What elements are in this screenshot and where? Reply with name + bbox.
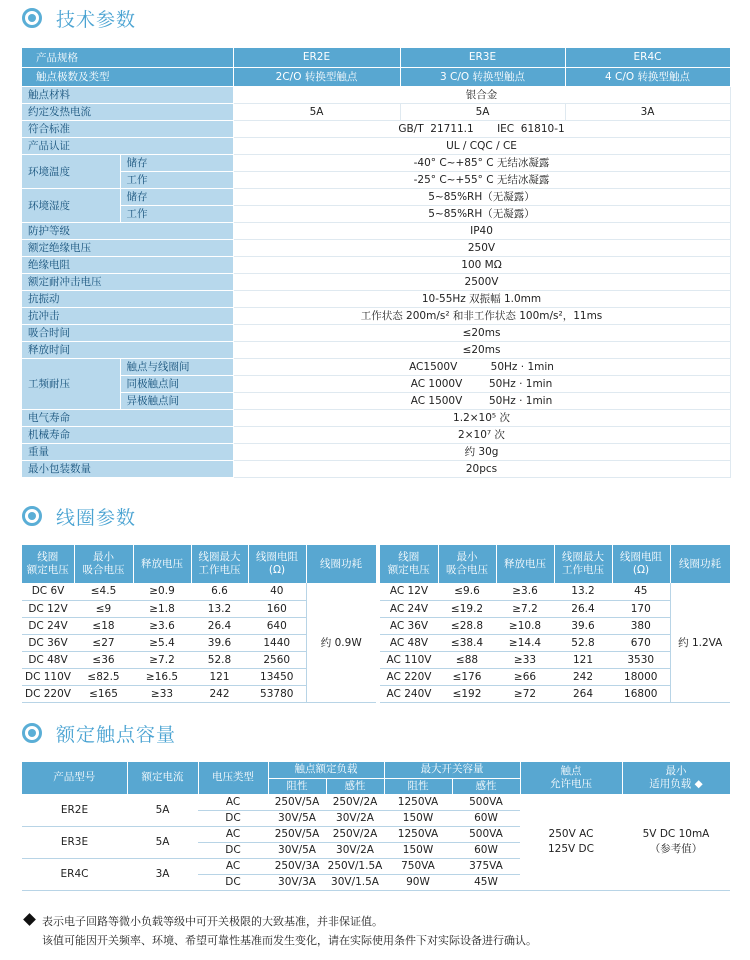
table-cell: 3530 [612, 651, 670, 668]
spec-value: AC 1500V 50Hz · 1min [233, 392, 730, 409]
table-cell: AC 240V [380, 685, 438, 702]
spec-label: 释放时间 [22, 341, 233, 358]
table-cell: AC 48V [380, 634, 438, 651]
spec-value: 银合金 [233, 86, 730, 103]
table-cell: AC [198, 858, 268, 874]
table-cell: ≥33 [133, 685, 191, 702]
header-resistive: 阻性 [384, 778, 452, 794]
table-row [380, 583, 730, 600]
coil-ac-header-row [380, 545, 730, 583]
table-cell: 670 [612, 634, 670, 651]
spec-label: 电气寿命 [22, 409, 233, 426]
table-cell: 500VA [452, 794, 520, 810]
table-cell: ≥14.4 [496, 634, 554, 651]
coil-power: 约 1.2VA [670, 583, 730, 702]
capacity-header-row [22, 762, 730, 778]
table-cell: 53780 [248, 685, 306, 702]
table-cell: 250V/3A [268, 858, 326, 874]
spec-row [22, 290, 730, 307]
table-cell: 250V/1.5A [327, 860, 383, 872]
spec-row [22, 273, 730, 290]
table-cell: 1250VA [384, 826, 452, 842]
spec-label: 抗冲击 [22, 307, 233, 324]
table-cell: 250V/5A [268, 826, 326, 842]
spec-sublabel: 异极触点间 [120, 392, 233, 409]
spec-row [22, 341, 730, 358]
contact-type: 2C/O 转换型触点 [233, 67, 400, 86]
table-cell: AC 12V [380, 583, 438, 600]
table-cell: 250V/2A [326, 826, 384, 842]
table-cell: 18000 [612, 668, 670, 685]
coil-header: 释放电压 [496, 545, 554, 583]
spec-row [22, 426, 730, 443]
header-model: 产品型号 [22, 762, 127, 794]
spec-sublabel: 同极触点间 [120, 375, 233, 392]
table-cell: 750VA [384, 858, 452, 874]
table-cell: 26.4 [554, 600, 612, 617]
header-current: 额定电流 [127, 762, 198, 794]
coil-header: 线圈功耗 [670, 545, 730, 583]
header-allow-voltage: 触点 允许电压 [520, 762, 622, 794]
table-cell: 13.2 [191, 600, 248, 617]
spec-sublabel: 工作 [120, 171, 233, 188]
table-cell: ≤82.5 [74, 668, 133, 685]
coil-header: 线圈最大 工作电压 [191, 545, 248, 583]
table-cell: DC 36V [22, 634, 74, 651]
spec-sublabel: 储存 [120, 188, 233, 205]
spec-row [22, 443, 730, 460]
spec-sublabel: 工作 [120, 205, 233, 222]
table-cell: 2560 [248, 651, 306, 668]
spec-label: 防护等级 [22, 222, 233, 239]
spec-value: 5~85%RH（无凝露） [233, 205, 730, 222]
table-cell: ≤19.2 [438, 600, 496, 617]
spec-value: ≤20ms [233, 324, 730, 341]
table-cell: ≥7.2 [133, 651, 191, 668]
spec-row [22, 205, 730, 222]
min-load-cell: 5V DC 10mA （参考值） [622, 794, 730, 890]
table-cell: 40 [248, 583, 306, 600]
spec-label: 约定发热电流 [22, 103, 233, 120]
spec-value: 2500V [233, 273, 730, 290]
spec-label: 抗振动 [22, 290, 233, 307]
table-cell: ≤9.6 [438, 583, 496, 600]
table-cell: DC 6V [22, 583, 74, 600]
spec-label: 环境湿度 [22, 188, 120, 222]
coil-header: 最小 吸合电压 [438, 545, 496, 583]
header-inductive: 感性 [452, 778, 520, 794]
model-er2e: ER2E [233, 48, 400, 67]
table-cell: 39.6 [554, 617, 612, 634]
spec-header-row [22, 48, 730, 67]
table-cell: 16800 [612, 685, 670, 702]
spec-label: 最小包装数量 [22, 460, 233, 477]
table-cell: ≤36 [74, 651, 133, 668]
table-cell: 39.6 [191, 634, 248, 651]
spec-label: 重量 [22, 443, 233, 460]
table-cell: 500VA [452, 826, 520, 842]
table-cell: ≥10.8 [496, 617, 554, 634]
spec-row [22, 460, 730, 477]
header-min-load: 最小 适用负载 ◆ [622, 762, 730, 794]
coil-header: 线圈功耗 [306, 545, 376, 583]
table-cell: 45 [612, 583, 670, 600]
table-cell: 264 [554, 685, 612, 702]
section-title-tech [22, 4, 136, 32]
spec-header-label: 触点极数及类型 [22, 67, 233, 86]
spec-label: 工频耐压 [22, 358, 120, 409]
table-cell: 375VA [452, 858, 520, 874]
spec-row [22, 256, 730, 273]
table-cell: 30V/5A [268, 810, 326, 826]
table-cell: ≥7.2 [496, 600, 554, 617]
table-cell: ≤38.4 [438, 634, 496, 651]
table-cell: 26.4 [191, 617, 248, 634]
section-title-text: 额定触点容量 [56, 723, 177, 746]
spec-value: -40° C~+85° C 无结冰凝露 [233, 154, 730, 171]
table-cell: AC 220V [380, 668, 438, 685]
spec-value: 5A [400, 103, 565, 120]
table-cell: ≥1.8 [133, 600, 191, 617]
coil-header: 释放电压 [133, 545, 191, 583]
table-cell: 30V/1.5A [326, 874, 384, 890]
diamond-icon [23, 913, 36, 926]
table-cell: 13450 [248, 668, 306, 685]
spec-row [22, 375, 730, 392]
spec-header-row [22, 67, 730, 86]
spec-value: 2×10⁷ 次 [233, 426, 730, 443]
table-cell: 90W [384, 874, 452, 890]
table-cell: DC [198, 810, 268, 826]
spec-value: 250V [233, 239, 730, 256]
table-cell: ≤165 [74, 685, 133, 702]
table-cell: 30V/3A [268, 874, 326, 890]
spec-row [22, 239, 730, 256]
table-cell: 121 [191, 668, 248, 685]
table-row [22, 583, 376, 600]
table-cell: 30V/5A [268, 842, 326, 858]
table-cell: ≤88 [438, 651, 496, 668]
spec-value: AC1500V 50Hz · 1min [233, 358, 730, 375]
spec-row [22, 137, 730, 154]
table-cell: ≤192 [438, 685, 496, 702]
current-cell: 3A [127, 858, 198, 890]
coil-dc-table [22, 545, 377, 703]
table-cell: 242 [191, 685, 248, 702]
section-title-coil [22, 502, 136, 530]
header-voltage-type: 电压类型 [198, 762, 268, 794]
contact-type: 3 C/O 转换型触点 [400, 67, 565, 86]
spec-sublabel: 储存 [120, 154, 233, 171]
table-cell: ≤27 [74, 634, 133, 651]
table-cell: DC 110V [22, 668, 74, 685]
table-cell: 30V/2A [326, 810, 384, 826]
section-title-text: 线圈参数 [56, 506, 137, 529]
current-cell: 5A [127, 826, 198, 858]
table-cell: AC [198, 794, 268, 810]
table-cell: ≥3.6 [496, 583, 554, 600]
coil-header: 线圈电阻 (Ω) [612, 545, 670, 583]
footnote-text: 该值可能因开关频率、环境、希望可靠性基准而发生变化，请在实际使用条件下对实际设备进行确认。 [42, 934, 537, 947]
table-cell: 640 [248, 617, 306, 634]
circle-bullet-icon [22, 506, 42, 526]
circle-bullet-icon [22, 8, 42, 28]
spec-row [22, 154, 730, 171]
table-cell: AC 110V [380, 651, 438, 668]
spec-label: 吸合时间 [22, 324, 233, 341]
table-cell: ≤28.8 [438, 617, 496, 634]
table-cell: DC 220V [22, 685, 74, 702]
table-cell: 13.2 [554, 583, 612, 600]
model-cell: ER2E [22, 794, 127, 826]
model-er4c: ER4C [565, 48, 730, 67]
table-cell: ≤4.5 [74, 583, 133, 600]
spec-row [22, 86, 730, 103]
coil-header: 线圈电阻 (Ω) [248, 545, 306, 583]
coil-power: 约 0.9W [306, 583, 376, 702]
table-cell: 250V/2A [326, 794, 384, 810]
spec-row [22, 324, 730, 341]
spec-value: 5A [233, 103, 400, 120]
table-cell: ≥16.5 [133, 668, 191, 685]
table-cell: 150W [384, 810, 452, 826]
table-cell: ≤176 [438, 668, 496, 685]
table-cell: AC [198, 826, 268, 842]
current-cell: 5A [127, 794, 198, 826]
spec-row [22, 171, 730, 188]
table-cell: 242 [554, 668, 612, 685]
table-cell: 250V/5A [268, 794, 326, 810]
spec-row [22, 120, 730, 137]
table-cell: ≤9 [74, 600, 133, 617]
coil-dc-header-row [22, 545, 376, 583]
spec-value: 1.2×10⁵ 次 [233, 409, 730, 426]
spec-row [22, 188, 730, 205]
spec-value: 10-55Hz 双振幅 1.0mm [233, 290, 730, 307]
spec-label: 触点材料 [22, 86, 233, 103]
spec-value: ≤20ms [233, 341, 730, 358]
table-cell: 380 [612, 617, 670, 634]
table-cell: DC 24V [22, 617, 74, 634]
capacity-table [22, 762, 731, 891]
table-cell: DC 48V [22, 651, 74, 668]
table-cell: 1250VA [384, 794, 452, 810]
table-cell: AC 24V [380, 600, 438, 617]
footnote-line-1 [22, 913, 383, 929]
footnote-line-2 [42, 932, 537, 948]
header-max-capacity: 最大开关容量 [384, 762, 520, 778]
table-cell: ≥72 [496, 685, 554, 702]
spec-value: IP40 [233, 222, 730, 239]
spec-value: 5~85%RH（无凝露） [233, 188, 730, 205]
coil-header: 最小 吸合电压 [74, 545, 133, 583]
contact-type: 4 C/O 转换型触点 [565, 67, 730, 86]
table-cell: DC 12V [22, 600, 74, 617]
header-rated-load: 触点额定负载 [268, 762, 384, 778]
table-cell: ≤18 [74, 617, 133, 634]
table-cell: 6.6 [191, 583, 248, 600]
section-title-contact [22, 719, 176, 747]
spec-value: GB/T 21711.1 IEC 61810-1 [233, 120, 730, 137]
spec-label: 机械寿命 [22, 426, 233, 443]
spec-row [22, 222, 730, 239]
spec-row [22, 409, 730, 426]
spec-value: 100 MΩ [233, 256, 730, 273]
table-cell: 1440 [248, 634, 306, 651]
spec-label: 环境温度 [22, 154, 120, 188]
model-cell: ER4C [22, 858, 127, 890]
header-inductive: 感性 [326, 778, 384, 794]
spec-value: -25° C~+55° C 无结冰凝露 [233, 171, 730, 188]
table-cell: 160 [248, 600, 306, 617]
coil-header: 线圈最大 工作电压 [554, 545, 612, 583]
coil-ac-table [380, 545, 731, 703]
spec-value: 20pcs [233, 460, 730, 477]
spec-label: 产品认证 [22, 137, 233, 154]
coil-header: 线圈 额定电压 [380, 545, 438, 583]
table-cell: 52.8 [554, 634, 612, 651]
spec-value: 约 30g [233, 443, 730, 460]
table-cell: ≥3.6 [133, 617, 191, 634]
footnote-text: 表示电子回路等微小负载等级中可开关极限的大致基准，并非保证值。 [42, 915, 383, 928]
table-cell: ≥66 [496, 668, 554, 685]
table-cell: AC 36V [380, 617, 438, 634]
spec-label: 额定绝缘电压 [22, 239, 233, 256]
table-cell: DC [198, 874, 268, 890]
table-cell: 45W [452, 874, 520, 890]
table-cell: ≥33 [496, 651, 554, 668]
model-cell: ER3E [22, 826, 127, 858]
spec-header-label: 产品规格 [22, 48, 233, 67]
table-cell: DC [198, 842, 268, 858]
spec-table [22, 48, 731, 478]
allow-voltage-cell: 250V AC 125V DC [520, 794, 622, 890]
model-er3e: ER3E [400, 48, 565, 67]
section-title-text: 技术参数 [56, 8, 137, 31]
spec-row [22, 358, 730, 375]
circle-bullet-icon [22, 723, 42, 743]
spec-sublabel: 触点与线圈间 [120, 358, 233, 375]
table-cell: 121 [554, 651, 612, 668]
spec-label: 符合标准 [22, 120, 233, 137]
spec-label: 绝缘电阻 [22, 256, 233, 273]
table-cell: 52.8 [191, 651, 248, 668]
table-cell: 170 [612, 600, 670, 617]
spec-label: 额定耐冲击电压 [22, 273, 233, 290]
spec-row [22, 307, 730, 324]
spec-row [22, 392, 730, 409]
spec-row [22, 103, 730, 120]
table-cell: 60W [452, 842, 520, 858]
coil-header: 线圈 额定电压 [22, 545, 74, 583]
table-cell: 30V/2A [326, 842, 384, 858]
spec-value: 工作状态 200m/s² 和非工作状态 100m/s²，11ms [233, 307, 730, 324]
table-cell: ≥5.4 [133, 634, 191, 651]
spec-value: 3A [565, 103, 730, 120]
table-cell: ≥0.9 [133, 583, 191, 600]
table-row [22, 794, 730, 810]
table-cell: 60W [452, 810, 520, 826]
table-cell: 150W [384, 842, 452, 858]
spec-value: AC 1000V 50Hz · 1min [233, 375, 730, 392]
header-resistive: 阻性 [268, 778, 326, 794]
spec-value: UL / CQC / CE [233, 137, 730, 154]
